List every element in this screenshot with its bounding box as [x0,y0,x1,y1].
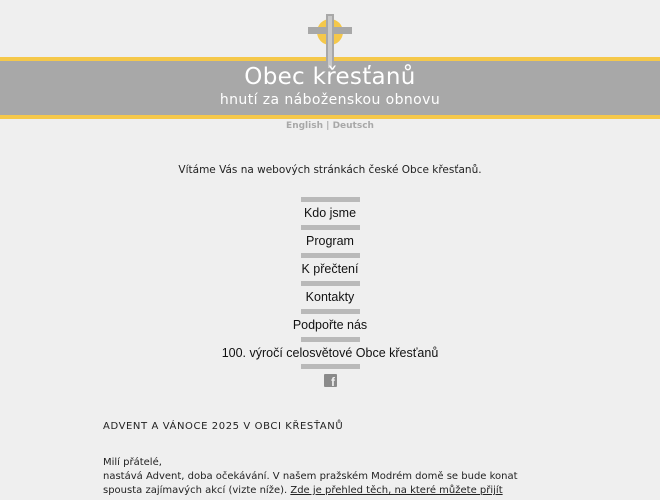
menu-item-k-precteni [0,253,660,281]
menu-divider [301,225,360,230]
site-subtitle: hnutí za náboženskou obnovu [219,92,441,108]
menu-item-kontakty [0,281,660,309]
header-banner [0,0,660,122]
menu-item-podporte-nas [0,309,660,337]
article-greeting: Milí přátelé, [103,457,162,468]
article-line [103,485,503,496]
menu-link-k-precteni[interactable]: K přečtení [301,262,359,276]
menu-item-kdo-jsme [0,197,660,225]
menu-divider [301,337,360,342]
article-text: spousta zajímavých akcí (vizte níže). [103,485,291,496]
cross-sun-icon[interactable] [305,12,355,68]
menu-divider [301,281,360,286]
menu-link-program[interactable]: Program [306,234,354,248]
article-line: nastává Advent, doba očekávání. V našem pražském Modrém domě se bude konat [103,471,518,482]
menu-divider-bottom [301,364,360,369]
menu-link-kontakty[interactable]: Kontakty [305,290,355,304]
menu-divider [301,197,360,202]
menu-item-program [0,225,660,253]
lang-english-link[interactable]: English [286,121,323,131]
menu-item-100-vyroci [0,337,660,365]
welcome-text: Vítáme Vás na webových stránkách české Obce křesťanů. [178,164,482,176]
article-program-link[interactable]: Zde je přehled těch, na které můžete přijít [290,485,503,496]
language-switcher [0,121,660,131]
lang-separator: | [326,121,330,131]
menu-link-podporte-nas[interactable]: Podpořte nás [292,318,368,332]
lang-deutsch-link[interactable]: Deutsch [332,121,374,131]
menu-divider [301,309,360,314]
menu-link-100-vyroci[interactable]: 100. výročí celosvětové Obce křesťanů [221,346,439,360]
menu-divider [301,253,360,258]
facebook-glyph: f [331,375,335,389]
site-title: Obec křesťanů [244,64,416,90]
facebook-icon[interactable] [324,374,337,387]
main-menu [0,197,660,365]
menu-link-kdo-jsme[interactable]: Kdo jsme [303,206,357,220]
bottom-yellow-stripe [0,115,660,119]
article-heading: ADVENT A VÁNOCE 2025 V OBCI KŘESŤANŮ [103,421,344,432]
